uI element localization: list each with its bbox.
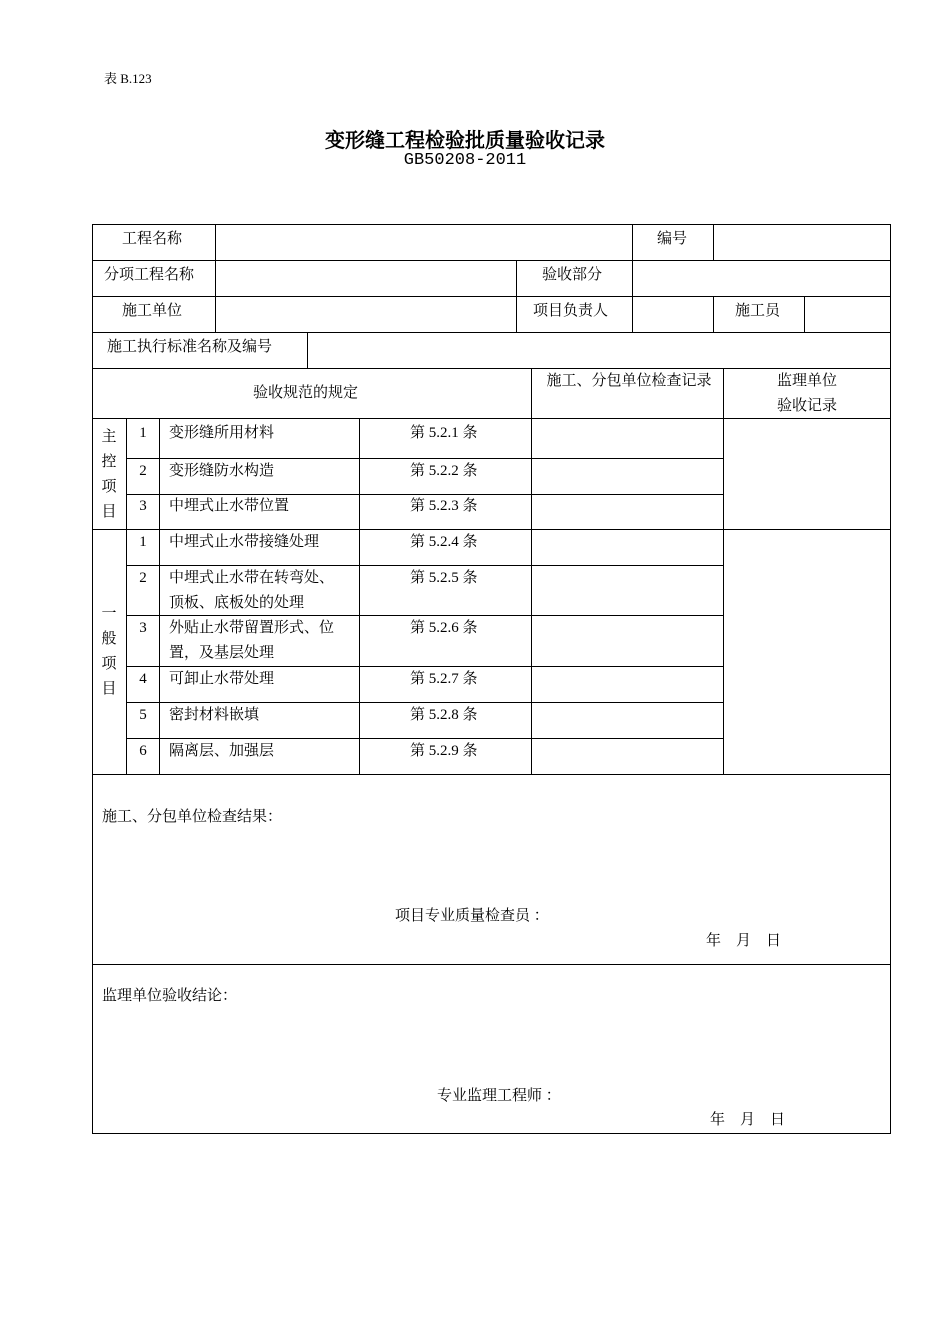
supervisor-conclusion-label: 监理单位验收结论： [102, 988, 238, 1004]
row-clause: 第 5.2.6 条 [410, 620, 478, 636]
row-clause: 第 5.2.5 条 [410, 570, 478, 586]
general-items-group-label: 一 般 项 目 [101, 606, 117, 697]
construction-unit-label: 施工单位 [122, 303, 183, 319]
row-item: 外贴止水带留置形式、位 置，及基层处理 [169, 620, 335, 661]
project-name-value-cell[interactable] [215, 224, 633, 261]
row-item: 可卸止水带处理 [169, 671, 275, 687]
spec-header: 验收规范的规定 [253, 385, 359, 401]
row-item: 中埋式止水带位置 [169, 498, 290, 514]
construction-unit-value-cell[interactable] [215, 296, 517, 333]
row-clause: 第 5.2.3 条 [410, 498, 478, 514]
supervisor-date-label: 年 月 日 [710, 1112, 786, 1128]
row-clause: 第 5.2.1 条 [410, 425, 478, 441]
standard-code: GB50208-2011 [403, 151, 527, 170]
row-item: 变形缝防水构造 [169, 463, 275, 479]
row-number: 1 [139, 425, 147, 441]
row-item: 变形缝所用材料 [169, 425, 275, 441]
main-items-supervisor-cell[interactable] [723, 418, 891, 530]
row-clause: 第 5.2.9 条 [410, 743, 478, 759]
project-leader-label: 项目负责人 [533, 303, 609, 319]
row-number: 3 [139, 498, 147, 514]
row-clause: 第 5.2.4 条 [410, 534, 478, 550]
row-check-cell[interactable] [531, 494, 724, 530]
row-item: 隔离层、加强层 [169, 743, 275, 759]
supervision-engineer-label: 专业监理工程师 ： [437, 1088, 561, 1104]
row-clause: 第 5.2.8 条 [410, 707, 478, 723]
supervisor-record-header: 监理单位 验收记录 [776, 373, 837, 414]
quality-inspector-label: 项目专业质量检查员 ： [395, 908, 549, 924]
row-number: 3 [139, 620, 147, 636]
row-check-cell[interactable] [531, 418, 724, 459]
row-check-cell[interactable] [531, 458, 724, 495]
sub-project-label: 分项工程名称 [104, 267, 195, 283]
sub-project-value-cell[interactable] [215, 260, 517, 297]
number-value-cell[interactable] [713, 224, 891, 261]
number-label: 编号 [657, 231, 688, 247]
row-number: 4 [139, 671, 147, 687]
contractor-check-header: 施工、分包单位检查记录 [546, 373, 712, 389]
row-item: 密封材料嵌填 [169, 707, 260, 723]
row-check-cell[interactable] [531, 702, 724, 739]
page-title: 变形缝工程检验批质量验收记录 [325, 130, 605, 152]
row-item: 中埋式止水带在转弯处、 顶板、底板处的处理 [169, 570, 335, 611]
row-number: 6 [139, 743, 147, 759]
standard-value-cell[interactable] [307, 332, 891, 369]
row-check-cell[interactable] [531, 615, 724, 667]
project-leader-value-cell[interactable] [632, 296, 714, 333]
row-clause: 第 5.2.7 条 [410, 671, 478, 687]
general-items-supervisor-cell[interactable] [723, 529, 891, 775]
acceptance-part-label: 验收部分 [542, 267, 603, 283]
row-number: 2 [139, 570, 147, 586]
constructor-label: 施工员 [735, 303, 781, 319]
contractor-result-label: 施工、分包单位检查结果： [102, 809, 283, 825]
row-check-cell[interactable] [531, 738, 724, 775]
main-items-group-label: 主 控 项 目 [101, 429, 117, 520]
row-check-cell[interactable] [531, 565, 724, 616]
constructor-value-cell[interactable] [804, 296, 891, 333]
form-code: 表 B.123 [104, 71, 152, 86]
row-clause: 第 5.2.2 条 [410, 463, 478, 479]
row-check-cell[interactable] [531, 666, 724, 703]
row-number: 5 [139, 707, 147, 723]
project-name-label: 工程名称 [122, 231, 183, 247]
row-number: 1 [139, 534, 147, 550]
contractor-date-label: 年 月 日 [706, 933, 782, 949]
row-item: 中埋式止水带接缝处理 [169, 534, 320, 550]
row-check-cell[interactable] [531, 529, 724, 566]
standard-label: 施工执行标准名称及编号 [107, 339, 273, 355]
acceptance-part-value-cell[interactable] [632, 260, 891, 297]
row-number: 2 [139, 463, 147, 479]
